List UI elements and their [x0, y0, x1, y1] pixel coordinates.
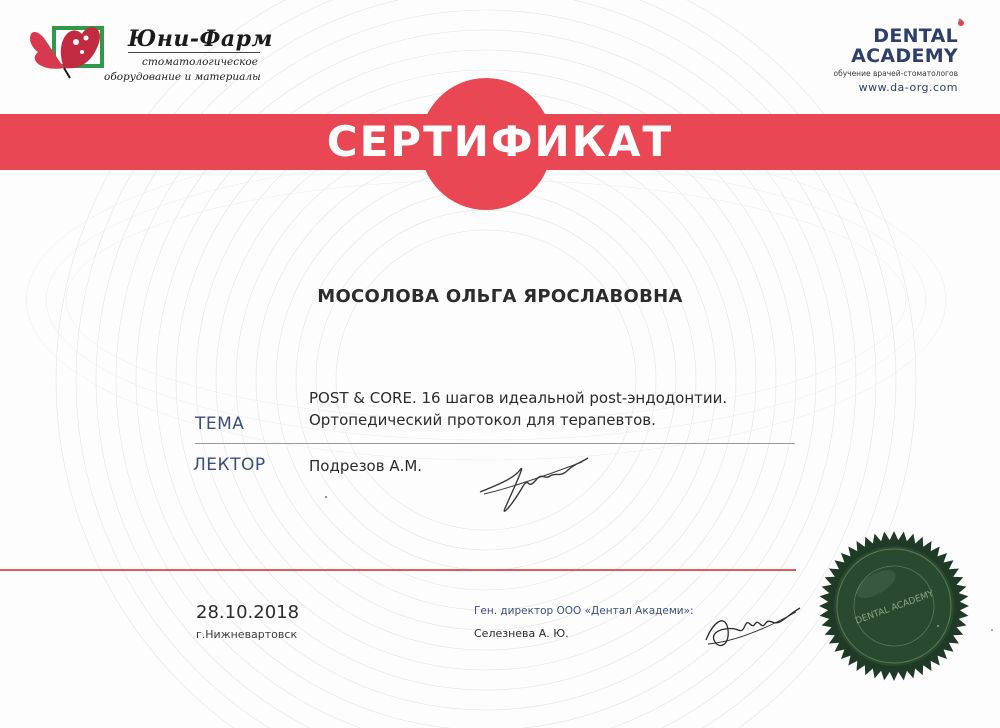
logo-word-academy: ACADEMY: [851, 45, 958, 67]
issue-city: г.Нижневартовск: [196, 628, 298, 641]
topic-label: ТЕМА: [195, 414, 245, 434]
director-name: Селезнева А. Ю.: [474, 627, 569, 640]
brand-subtitle-2: оборудование и материалы: [104, 71, 261, 83]
logo-word-dental: DENTAL: [873, 25, 958, 47]
director-title: Ген. директор ООО «Дентал Академи»:: [474, 605, 694, 617]
seal-text: DENTAL ACADEMY: [854, 589, 936, 627]
logo-tagline: обучение врачей-стоматологов: [833, 69, 958, 78]
brand-name: Юни-Фарм: [128, 26, 273, 52]
certificate-title: СЕРТИФИКАТ: [326, 117, 674, 166]
recipient-name: МОСОЛОВА ОЛЬГА ЯРОСЛАВОВНА: [317, 286, 683, 307]
brand-subtitle-1: стоматологическое: [142, 56, 258, 68]
topic-line-2: Ортопедический протокол для терапевтов.: [309, 411, 656, 429]
lecturer-name: Подрезов А.М.: [309, 457, 423, 475]
lecturer-label: ЛЕКТОР: [193, 455, 266, 475]
issue-date: 28.10.2018: [196, 602, 300, 623]
logo-url: www.da-org.com: [858, 81, 958, 94]
topic-line-1: POST & CORE. 16 шагов идеальной post-эндодонтии.: [309, 389, 728, 407]
